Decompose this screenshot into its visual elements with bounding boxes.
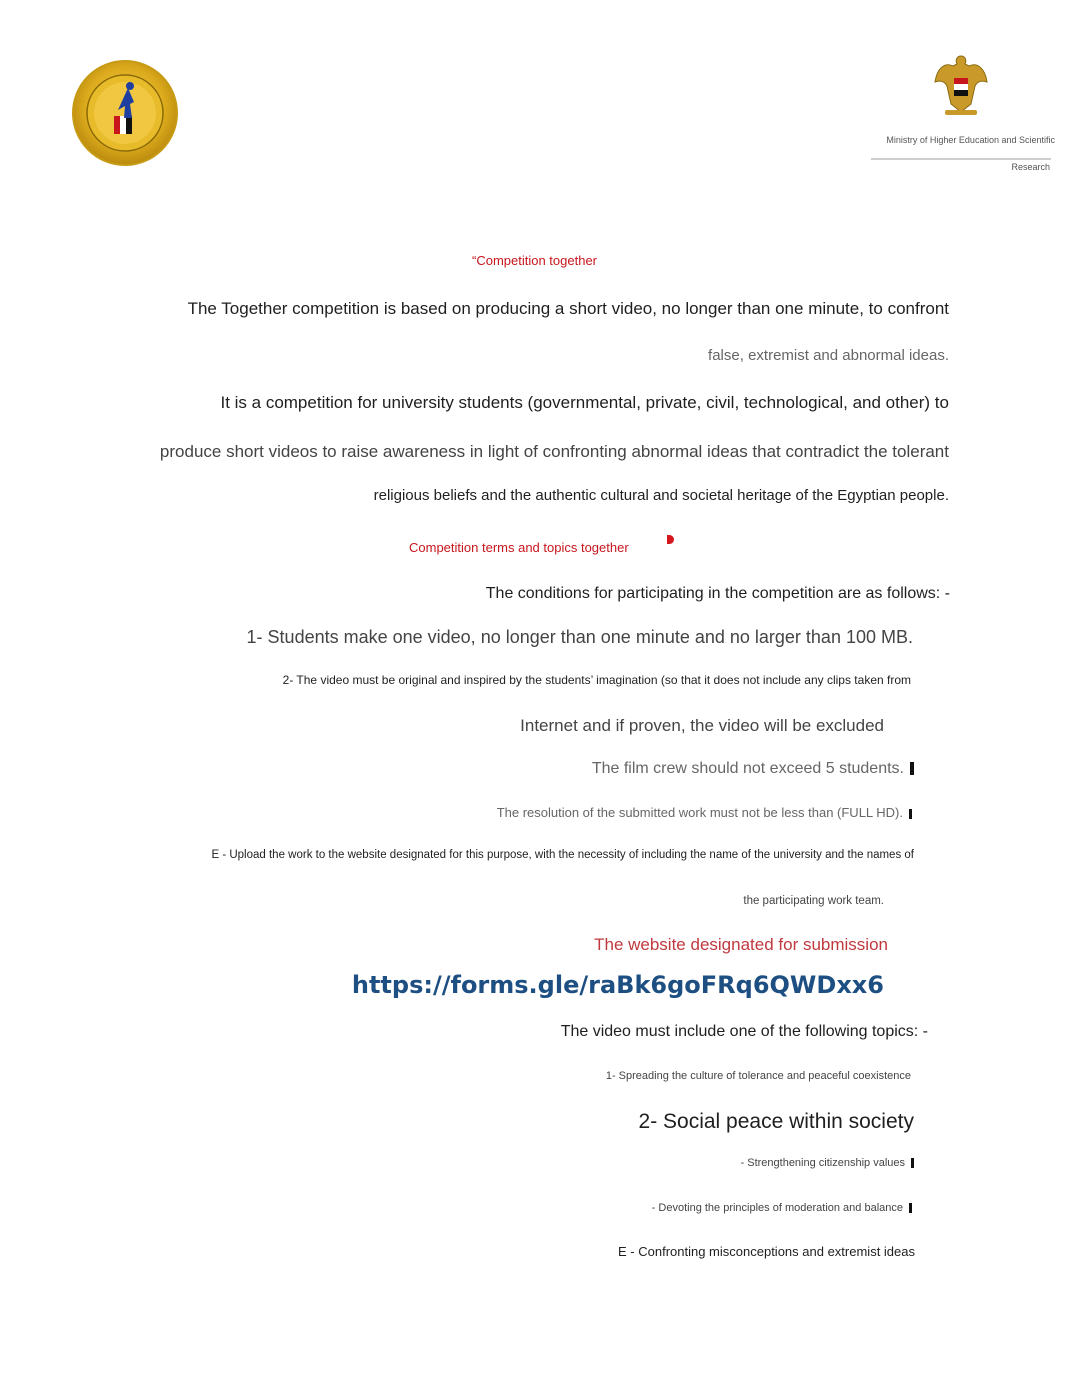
condition-item xyxy=(497,805,912,820)
egyptian-eagle-emblem xyxy=(933,52,989,118)
topic-text: - Strengthening citizenship values xyxy=(740,1157,905,1169)
bullet-icon xyxy=(909,1203,912,1213)
topic-text: - Devoting the principles of moderation and balance xyxy=(651,1202,903,1214)
condition-item: E - Upload the work to the website designated for this purpose, with the necessity of including the name of the university and the names of xyxy=(211,849,914,861)
ministry-name: Ministry of Higher Education and Scientific xyxy=(886,135,1055,145)
bullet-icon xyxy=(911,1158,914,1168)
ministry-name-cont: Research xyxy=(1011,162,1050,172)
topic-item xyxy=(652,1202,912,1214)
submission-heading: The website designated for submission xyxy=(594,935,888,954)
intro-line: The Together competition is based on producing a short video, no longer than one minute, to confront xyxy=(187,299,949,318)
topic-item xyxy=(741,1157,914,1169)
condition-item: 2- The video must be original and inspired by the students’ imagination (so that it does not include any clips taken from xyxy=(282,673,911,687)
terms-heading: Competition terms and topics together xyxy=(409,540,629,555)
intro-line: religious beliefs and the authentic cultural and societal heritage of the Egyptian people. xyxy=(373,487,949,504)
intro-line: produce short videos to raise awareness in light of confronting abnormal ideas that contradict the tolerant xyxy=(159,442,949,461)
condition-text: The film crew should not exceed 5 students. xyxy=(591,760,904,777)
conditions-intro: The conditions for participating in the competition are as follows: - xyxy=(485,585,950,602)
page-title: “Competition together xyxy=(472,253,598,268)
red-marker-icon xyxy=(667,535,674,544)
condition-item-cont: the participating work team. xyxy=(743,895,884,907)
topic-item: E - Confronting misconceptions and extremist ideas xyxy=(618,1244,915,1259)
header-divider xyxy=(871,158,1051,160)
condition-item xyxy=(592,760,914,778)
condition-item-cont: Internet and if proven, the video will be excluded xyxy=(520,716,884,735)
gold-seal-logo xyxy=(70,58,180,168)
topics-intro: The video must include one of the following topics: - xyxy=(560,1023,928,1040)
bullet-icon xyxy=(910,762,914,775)
condition-item: 1- Students make one video, no longer than one minute and no larger than 100 MB. xyxy=(246,627,913,647)
intro-line: false, extremist and abnormal ideas. xyxy=(708,347,949,364)
bullet-icon xyxy=(909,809,912,819)
topic-item: 1- Spreading the culture of tolerance and peaceful coexistence xyxy=(605,1070,911,1082)
condition-text: The resolution of the submitted work must not be less than (FULL HD). xyxy=(496,805,903,820)
submission-link[interactable]: https://forms.gle/raBk6goFRq6QWDxx6 xyxy=(351,971,884,999)
topic-item: 2- Social peace within society xyxy=(638,1110,914,1133)
intro-line: It is a competition for university students (governmental, private, civil, technological, and other) to xyxy=(220,393,949,412)
